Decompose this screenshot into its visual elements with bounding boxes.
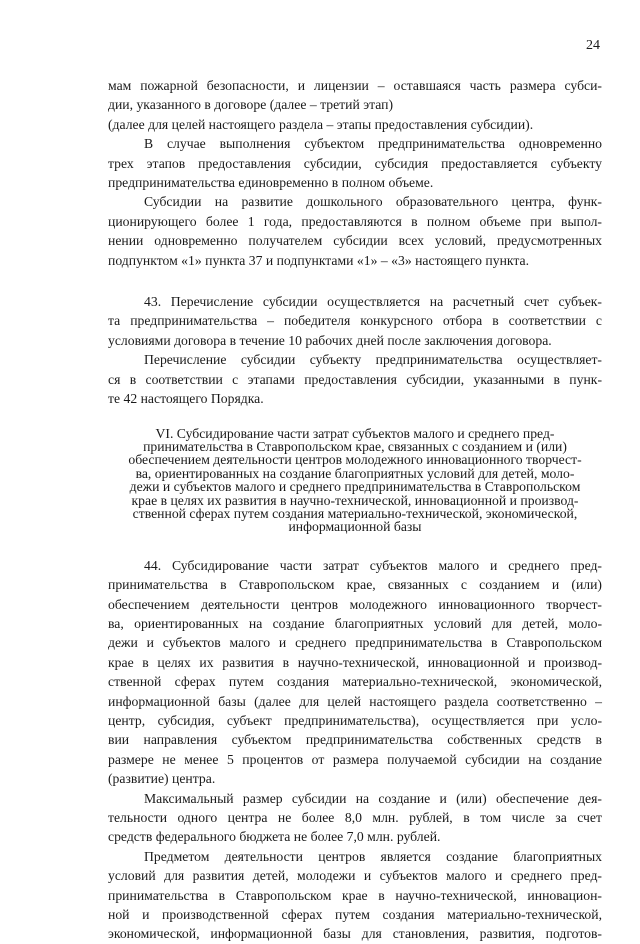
text-line: вии направления субъектом предпринимательства собственных средств в bbox=[108, 732, 602, 748]
text-line: ся в соответствии с этапами предоставления субсидии, указанными в пунк- bbox=[108, 371, 602, 387]
paragraph-44 bbox=[108, 556, 602, 789]
text-line: трех этапов предоставления субсидии, субсидия предоставляется субъекту bbox=[108, 155, 602, 171]
paragraph-preschool-center bbox=[108, 192, 602, 270]
text-line: Субсидии на развитие дошкольного образовательного центра, функ- bbox=[144, 194, 602, 210]
text-line: крае в целях их развития в научно-технической, инновационной и производ- bbox=[108, 654, 602, 670]
text-line: ционирующего более 1 года, предоставляются в полном объеме при выпол- bbox=[108, 213, 602, 229]
text-line: дежи и субъектов малого и среднего предпринимательства в Ставропольском bbox=[108, 635, 602, 651]
document-body bbox=[108, 76, 602, 944]
section-heading bbox=[108, 427, 602, 534]
text-line: 43. Перечисление субсидии осуществляется на расчетный счет субъек- bbox=[144, 294, 602, 310]
text-line: условиями договора в течение 10 рабочих дней после заключения договора. bbox=[108, 332, 552, 348]
paragraph-simultaneous-stages bbox=[108, 134, 602, 192]
paragraph-max-subsidy bbox=[108, 789, 602, 847]
heading-line: обеспечением деятельности центров молодежного инновационного творчест- bbox=[128, 452, 582, 468]
paragraph-center-activity bbox=[108, 847, 602, 944]
heading-line: ва, ориентированных на создание благоприятных условий для детей, моло- bbox=[135, 465, 575, 481]
heading-line: информационной базы bbox=[288, 519, 422, 535]
heading-line: ственной сферах путем создания материально-технической, экономической, bbox=[132, 505, 578, 521]
text-line: экономической, информационной базы для становления, развития, подготов- bbox=[108, 926, 602, 942]
text-line: тельности одного центра не более 8,0 млн. рублей, в том числе за счет bbox=[108, 810, 602, 826]
text-line: (развитие) центра. bbox=[108, 771, 216, 787]
text-line: принимательства в Ставропольском крае, связанных с созданием и (или) bbox=[108, 577, 602, 593]
text-line: мам пожарной безопасности, и лицензии – оставшаяся часть размера субси- bbox=[108, 78, 602, 93]
text-line: обеспечением деятельности центров молодежного инновационного творчест- bbox=[108, 596, 602, 612]
paragraph-stages-end bbox=[108, 76, 602, 134]
text-line: Предметом деятельности центров является создание благоприятных bbox=[144, 848, 602, 864]
paragraph-43 bbox=[108, 292, 602, 350]
text-line: предпринимательства единовременно в полном объеме. bbox=[108, 175, 434, 191]
text-line: ва, ориентированных на создание благоприятных условий для детей, моло- bbox=[108, 615, 602, 631]
heading-line: крае в целях их развития в научно-технической, инновационной и производ- bbox=[131, 492, 579, 508]
text-line: Максимальный размер субсидии на создание и (или) обеспечение дея- bbox=[144, 790, 602, 806]
text-line: ственной сферах путем создания материально-технической, экономической, bbox=[108, 674, 602, 690]
text-line: информационной базы (далее для целей настоящего раздела соответственно – bbox=[108, 693, 602, 709]
text-line: ной и производственной сферах путем создания материально-технической, bbox=[108, 907, 602, 923]
text-line: принимательства в Ставропольском крае в научно-технической, инновацион- bbox=[108, 887, 602, 903]
text-line: средств федерального бюджета не более 7,0 млн. рублей. bbox=[108, 829, 441, 845]
text-line: размере не менее 5 процентов от размера получаемой субсидии на создание bbox=[108, 751, 602, 767]
text-line: 44. Субсидирование части затрат субъектов малого и среднего пред- bbox=[144, 557, 602, 573]
text-line: дии, указанного в договоре (далее – третий этап) bbox=[108, 97, 394, 113]
text-line: центр, субсидия, субъект предпринимательства), осуществляется при усло- bbox=[108, 713, 602, 728]
page-number: 24 bbox=[586, 38, 600, 53]
heading-line: VI. Субсидирование части затрат субъектов малого и среднего пред- bbox=[155, 425, 555, 441]
heading-line: дежи и субъектов малого и среднего предпринимательства в Ставропольском bbox=[129, 479, 581, 495]
text-line: условий для развития детей, молодежи и субъектов малого и среднего пред- bbox=[108, 868, 602, 884]
text-line: нении одновременно получателем субсидии всех условий, предусмотренных bbox=[108, 233, 602, 249]
paragraph-transfer-stages bbox=[108, 350, 602, 408]
text-line: та предпринимательства – победителя конкурсного отбора в соответствии с bbox=[108, 313, 602, 329]
text-line: Перечисление субсидии субъекту предпринимательства осуществляет- bbox=[144, 352, 602, 368]
text-line: те 42 настоящего Порядка. bbox=[108, 391, 264, 407]
heading-line: принимательства в Ставропольском крае, связанных с созданием и (или) bbox=[143, 438, 567, 454]
text-line: подпунктом «1» пункта 37 и подпунктами «1» – «3» настоящего пункта. bbox=[108, 252, 530, 268]
text-line: В случае выполнения субъектом предпринимательства одновременно bbox=[144, 136, 602, 152]
text-line: (далее для целей настоящего раздела – этапы предоставления субсидии). bbox=[108, 116, 534, 132]
